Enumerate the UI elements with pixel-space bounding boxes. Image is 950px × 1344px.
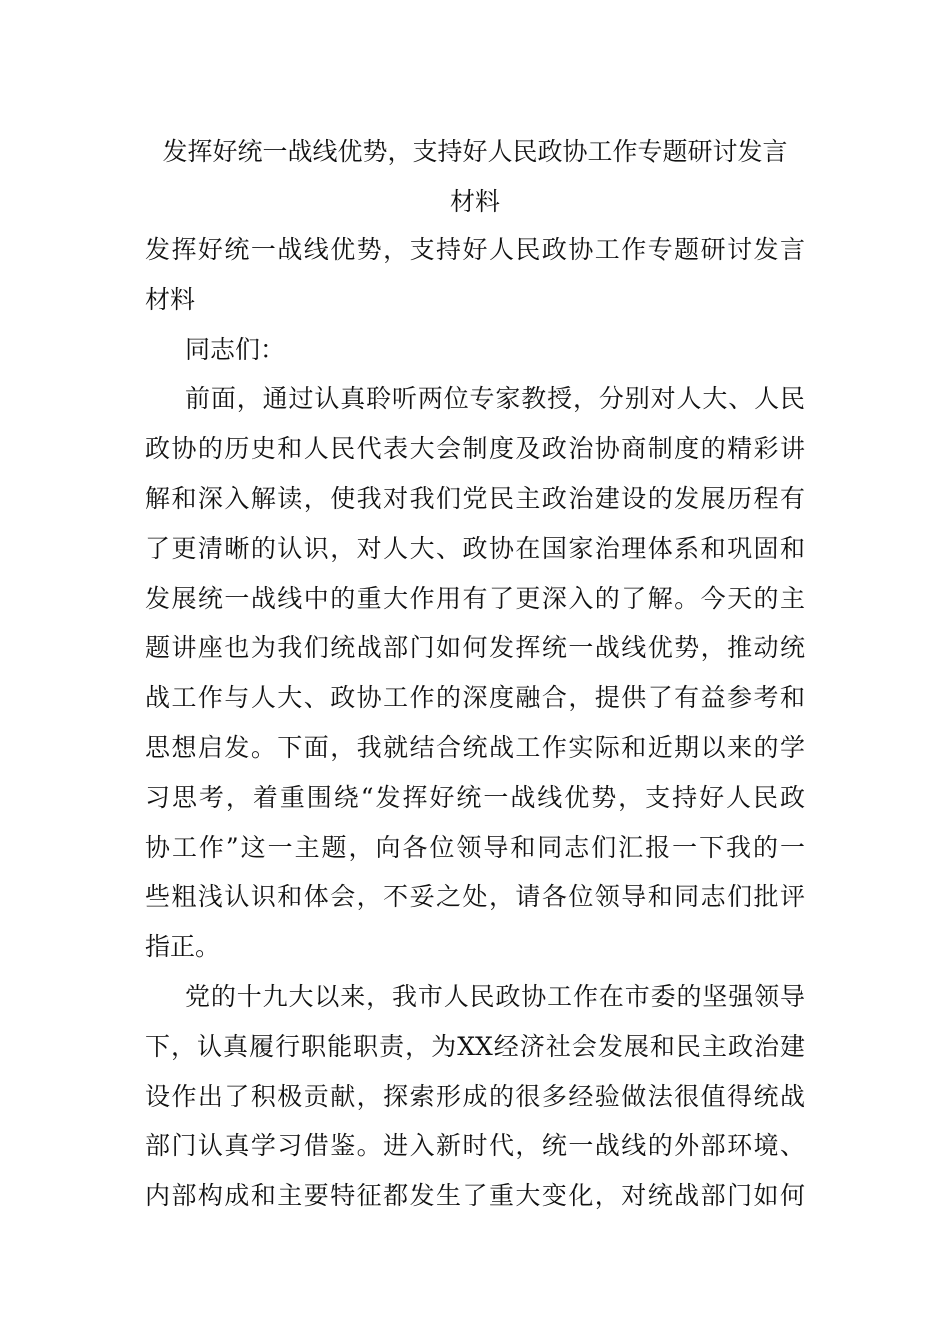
paragraph-line: 战工作与人大、政协工作的深度融合，提供了有益参考和 xyxy=(145,683,805,713)
paragraph-line: 下，认真履行职能职责，为XX经济社会发展和民主政治建 xyxy=(145,1031,805,1061)
paragraph-line: 习思考，着重围绕“发挥好统一战线优势，支持好人民政 xyxy=(145,782,805,812)
paragraph-line: 材料 xyxy=(145,284,196,314)
paragraph-line: 发挥好统一战线优势，支持好人民政协工作专题研讨发言 xyxy=(145,235,805,264)
document-title-line-2: 材料 xyxy=(449,187,500,216)
paragraph-line: 党的十九大以来，我市人民政协工作在市委的坚强领导 xyxy=(185,981,805,1011)
paragraph-line: 设作出了积极贡献，探索形成的很多经验做法很值得统战 xyxy=(145,1081,805,1111)
paragraph-line: 了更清晰的认识，对人大、政协在国家治理体系和巩固和 xyxy=(145,533,805,563)
paragraph-line: 政协的历史和人民代表大会制度及政治协商制度的精彩讲 xyxy=(145,434,805,464)
paragraph-line: 同志们： xyxy=(185,334,286,364)
paragraph-line: 内部构成和主要特征都发生了重大变化，对统战部门如何 xyxy=(145,1181,805,1211)
paragraph-line: 前面，通过认真聆听两位专家教授，分别对人大、人民 xyxy=(185,384,805,414)
paragraph-line: 部门认真学习借鉴。进入新时代，统一战线的外部环境、 xyxy=(145,1131,805,1161)
paragraph-line: 题讲座也为我们统战部门如何发挥统一战线优势，推动统 xyxy=(145,633,805,663)
document-body xyxy=(145,225,805,1221)
document-title-line-1: 发挥好统一战线优势，支持好人民政协工作专题研讨发言 xyxy=(162,137,788,166)
paragraph-line: 指正。 xyxy=(145,932,221,962)
paragraph-line: 解和深入解读，使我对我们党民主政治建设的发展历程有 xyxy=(145,483,805,513)
paragraph-line: 发展统一战线中的重大作用有了更深入的了解。今天的主 xyxy=(145,583,805,613)
paragraph-line: 协工作”这一主题，向各位领导和同志们汇报一下我的一 xyxy=(145,832,805,862)
paragraph-line: 思想启发。下面，我就结合统战工作实际和近期以来的学 xyxy=(145,732,805,762)
paragraph-line: 些粗浅认识和体会，不妥之处，请各位领导和同志们批评 xyxy=(145,882,805,912)
